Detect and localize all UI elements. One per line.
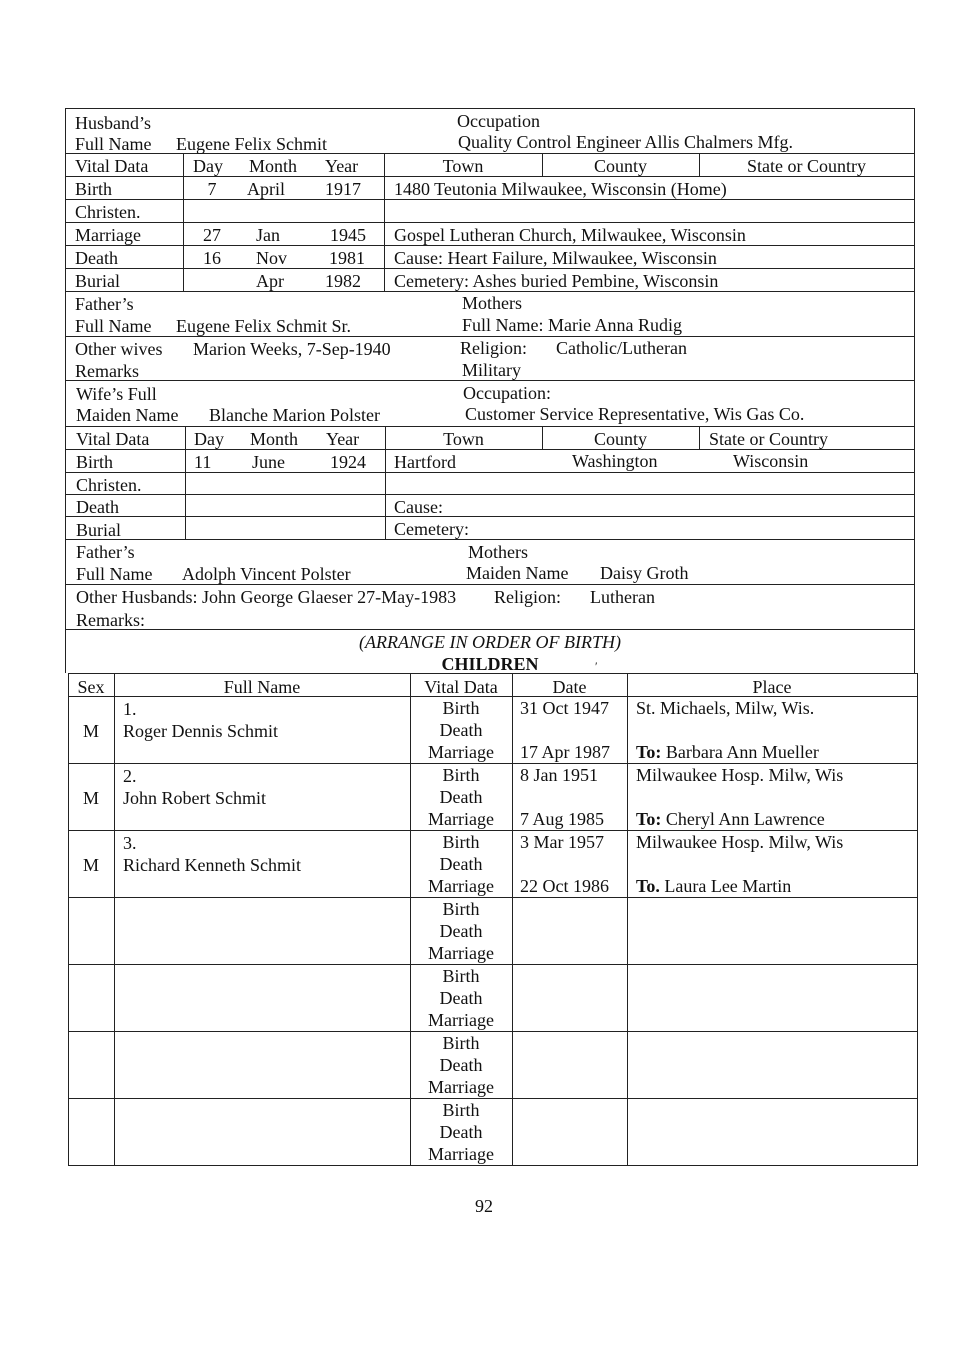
wife-mother-maiden-label: Maiden Name: [466, 563, 569, 583]
spouse-name: Laura Lee Martin: [664, 876, 792, 896]
rule: [68, 1165, 917, 1166]
wife-father-fullname-label: Full Name: [76, 564, 153, 584]
vital-birth-label: Birth: [442, 832, 480, 852]
child-sex: M: [82, 788, 99, 808]
wife-mother-label: Mothers: [468, 542, 528, 562]
month-header: Month: [250, 429, 299, 449]
wife-death-label: Death: [76, 497, 119, 517]
other-wives-label: Other wives: [75, 339, 163, 359]
vital-death-label: Death: [439, 1055, 483, 1075]
spouse-name: Barbara Ann Mueller: [665, 742, 819, 762]
vital-data-header: Vital Data: [75, 156, 149, 176]
marriage-prefix: To:: [636, 809, 662, 829]
child-marriage-date: 17 Apr 1987: [520, 742, 610, 762]
child-marriage-spouse: [636, 809, 825, 829]
wife-father-name: Adolph Vincent Polster: [182, 564, 351, 584]
vital-label: Death: [75, 248, 118, 268]
vital-day: 7: [207, 179, 217, 199]
town-header: Town: [443, 429, 484, 449]
vital-label: Marriage: [75, 225, 141, 245]
day-header: Day: [194, 429, 224, 449]
state-header: State or Country: [747, 156, 866, 176]
husband-mother-label: Mothers: [462, 293, 522, 313]
child-marriage-spouse: [636, 876, 791, 896]
other-wives-value: Marion Weeks, 7-Sep-1940: [193, 339, 391, 359]
vital-birth-label: Birth: [442, 1100, 480, 1120]
child-birth-date: 3 Mar 1957: [520, 832, 604, 852]
vital-year: 1917: [325, 179, 361, 199]
vital-day: 27: [203, 225, 221, 245]
vital-marriage-label: Marriage: [428, 943, 494, 963]
vital-death-label: Death: [439, 921, 483, 941]
vital-label: Christen.: [75, 202, 141, 222]
vital-month: Apr: [256, 271, 284, 291]
children-instruction: (ARRANGE IN ORDER OF BIRTH): [359, 632, 621, 652]
rule: [65, 449, 915, 450]
rule: [65, 222, 915, 223]
vital-death-label: Death: [439, 988, 483, 1008]
husband-mother-name: Full Name: Marie Anna Rudig: [462, 315, 682, 335]
rule: [114, 673, 115, 1166]
husband-label: Husband’s: [75, 113, 151, 133]
other-husbands: Other Husbands: John George Glaeser 27-May-1983: [76, 587, 457, 607]
vital-birth-label: Birth: [442, 765, 480, 785]
vital-death-label: Death: [439, 720, 483, 740]
rule: [65, 494, 915, 495]
husband-remarks-label: Remarks: [75, 361, 139, 381]
child-sex: M: [82, 721, 99, 741]
rule: [627, 673, 628, 1166]
rule: [699, 426, 700, 449]
wife-occupation: Customer Service Representative, Wis Gas Co.: [465, 404, 805, 424]
rule: [512, 673, 513, 1166]
vital-marriage-label: Marriage: [428, 1144, 494, 1164]
child-name: John Robert Schmit: [123, 788, 266, 808]
month-header: Month: [249, 156, 298, 176]
rule: [65, 516, 915, 517]
vital-marriage-label: Marriage: [428, 1010, 494, 1030]
wife-occupation-label: Occupation:: [463, 383, 551, 403]
wife-label: Wife’s Full: [76, 384, 157, 404]
husband-name: Eugene Felix Schmit: [176, 134, 327, 154]
wife-maiden-name-label: Maiden Name: [76, 405, 179, 425]
wife-father-label: Father’s: [76, 542, 135, 562]
child-marriage-spouse: [636, 742, 819, 762]
vital-county: Washington: [572, 451, 658, 471]
vital-death-label: Death: [439, 854, 483, 874]
marriage-prefix: To:: [636, 742, 662, 762]
vital-town: Hartford: [394, 452, 456, 472]
wife-cemetery-label: Cemetery:: [394, 519, 469, 539]
vital-place: Cause: Heart Failure, Milwaukee, Wisconsin: [394, 248, 717, 268]
vital-place: Gospel Lutheran Church, Milwaukee, Wisconsin: [394, 225, 746, 245]
vital-label: Birth: [75, 179, 113, 199]
child-birth-place: St. Michaels, Milw, Wis.: [636, 698, 815, 718]
wife-cause-label: Cause:: [394, 497, 443, 517]
vital-header: Vital Data: [424, 677, 498, 697]
vital-place: 1480 Teutonia Milwaukee, Wisconsin (Home): [394, 179, 727, 199]
vital-label: Birth: [76, 452, 114, 472]
vital-month: April: [247, 179, 285, 199]
rule: [65, 426, 915, 427]
rule: [183, 153, 184, 291]
vital-year: 1981: [329, 248, 365, 268]
rule: [65, 629, 915, 630]
vital-state: Wisconsin: [733, 451, 809, 471]
vital-marriage-label: Marriage: [428, 742, 494, 762]
vital-marriage-label: Marriage: [428, 876, 494, 896]
child-birth-place: Milwaukee Hosp. Milw, Wis: [636, 832, 844, 852]
child-number: 1.: [123, 699, 137, 719]
husband-religion-label: Religion:: [460, 338, 527, 358]
vital-death-label: Death: [439, 1122, 483, 1142]
vital-label: Burial: [75, 271, 120, 291]
rule: [185, 426, 186, 539]
rule: [65, 380, 915, 381]
vital-day: 11: [194, 452, 212, 472]
rule: [65, 199, 915, 200]
child-birth-date: 31 Oct 1947: [520, 698, 609, 718]
year-header: Year: [325, 156, 359, 176]
fullname-header: Full Name: [223, 677, 301, 697]
wife-religion-label: Religion:: [494, 587, 561, 607]
vital-month: Jan: [256, 225, 280, 245]
husband-father-name: Eugene Felix Schmit Sr.: [176, 316, 351, 336]
child-number: 2.: [123, 766, 137, 786]
child-number: 3.: [123, 833, 137, 853]
vital-month: Nov: [256, 248, 287, 268]
child-birth-date: 8 Jan 1951: [520, 765, 598, 785]
child-marriage-date: 7 Aug 1985: [520, 809, 605, 829]
rule: [65, 539, 915, 540]
husband-occupation: Quality Control Engineer Allis Chalmers Mfg.: [458, 132, 793, 152]
rule: [65, 108, 66, 673]
rule: [65, 336, 915, 337]
rule: [68, 830, 917, 831]
marriage-prefix: To.: [636, 876, 660, 896]
vital-year: 1945: [330, 225, 366, 245]
vital-year: 1924: [330, 452, 366, 472]
rule: [68, 673, 69, 1166]
rule: [68, 1098, 917, 1099]
vital-marriage-label: Marriage: [428, 1077, 494, 1097]
vital-death-label: Death: [439, 787, 483, 807]
rule: [68, 1031, 917, 1032]
child-name: Roger Dennis Schmit: [123, 721, 278, 741]
rule: [65, 472, 915, 473]
wife-name: Blanche Marion Polster: [209, 405, 380, 425]
child-marriage-date: 22 Oct 1986: [520, 876, 609, 896]
vital-month: June: [252, 452, 285, 472]
husband-fullname-label: Full Name: [75, 134, 152, 154]
date-header: Date: [552, 677, 587, 697]
military-label: Military: [462, 360, 521, 380]
husband-religion: Catholic/Lutheran: [556, 338, 687, 358]
county-header: County: [593, 429, 647, 449]
year-header: Year: [326, 429, 360, 449]
vital-birth-label: Birth: [442, 698, 480, 718]
children-title: CHILDREN: [441, 654, 539, 674]
child-birth-place: Milwaukee Hosp. Milw, Wis: [636, 765, 844, 785]
vital-marriage-label: Marriage: [428, 809, 494, 829]
vital-place: Cemetery: Ashes buried Pembine, Wisconsin: [394, 271, 719, 291]
wife-mother-name: Daisy Groth: [600, 563, 689, 583]
child-name: Richard Kenneth Schmit: [123, 855, 301, 875]
spouse-name: Cheryl Ann Lawrence: [665, 809, 825, 829]
wife-religion: Lutheran: [590, 587, 655, 607]
vital-birth-label: Birth: [442, 966, 480, 986]
vital-day: 16: [203, 248, 221, 268]
wife-burial-label: Burial: [76, 520, 121, 540]
stray-mark: ′: [595, 659, 598, 673]
husband-father-label: Father’s: [75, 294, 134, 314]
rule: [65, 245, 915, 246]
child-sex: M: [82, 855, 99, 875]
rule: [68, 897, 917, 898]
husband-father-fullname-label: Full Name: [75, 316, 152, 336]
vital-birth-label: Birth: [442, 1033, 480, 1053]
rule: [65, 584, 915, 585]
page-number: 92: [475, 1196, 493, 1216]
place-header: Place: [752, 677, 792, 697]
rule: [68, 964, 917, 965]
rule: [65, 268, 915, 269]
state-header: State or Country: [709, 429, 828, 449]
wife-remarks-label: Remarks:: [76, 610, 145, 630]
rule: [914, 108, 915, 673]
rule: [65, 176, 915, 177]
vital-data-header: Vital Data: [76, 429, 150, 449]
day-header: Day: [193, 156, 223, 176]
rule: [65, 291, 915, 292]
vital-birth-label: Birth: [442, 899, 480, 919]
rule: [68, 763, 917, 764]
rule: [65, 108, 915, 109]
vital-year: 1982: [325, 271, 361, 291]
husband-occupation-label: Occupation: [457, 111, 540, 131]
rule: [917, 673, 918, 1166]
county-header: County: [593, 156, 647, 176]
sex-header: Sex: [77, 677, 105, 697]
town-header: Town: [442, 156, 484, 176]
wife-christen-label: Christen.: [76, 475, 142, 495]
